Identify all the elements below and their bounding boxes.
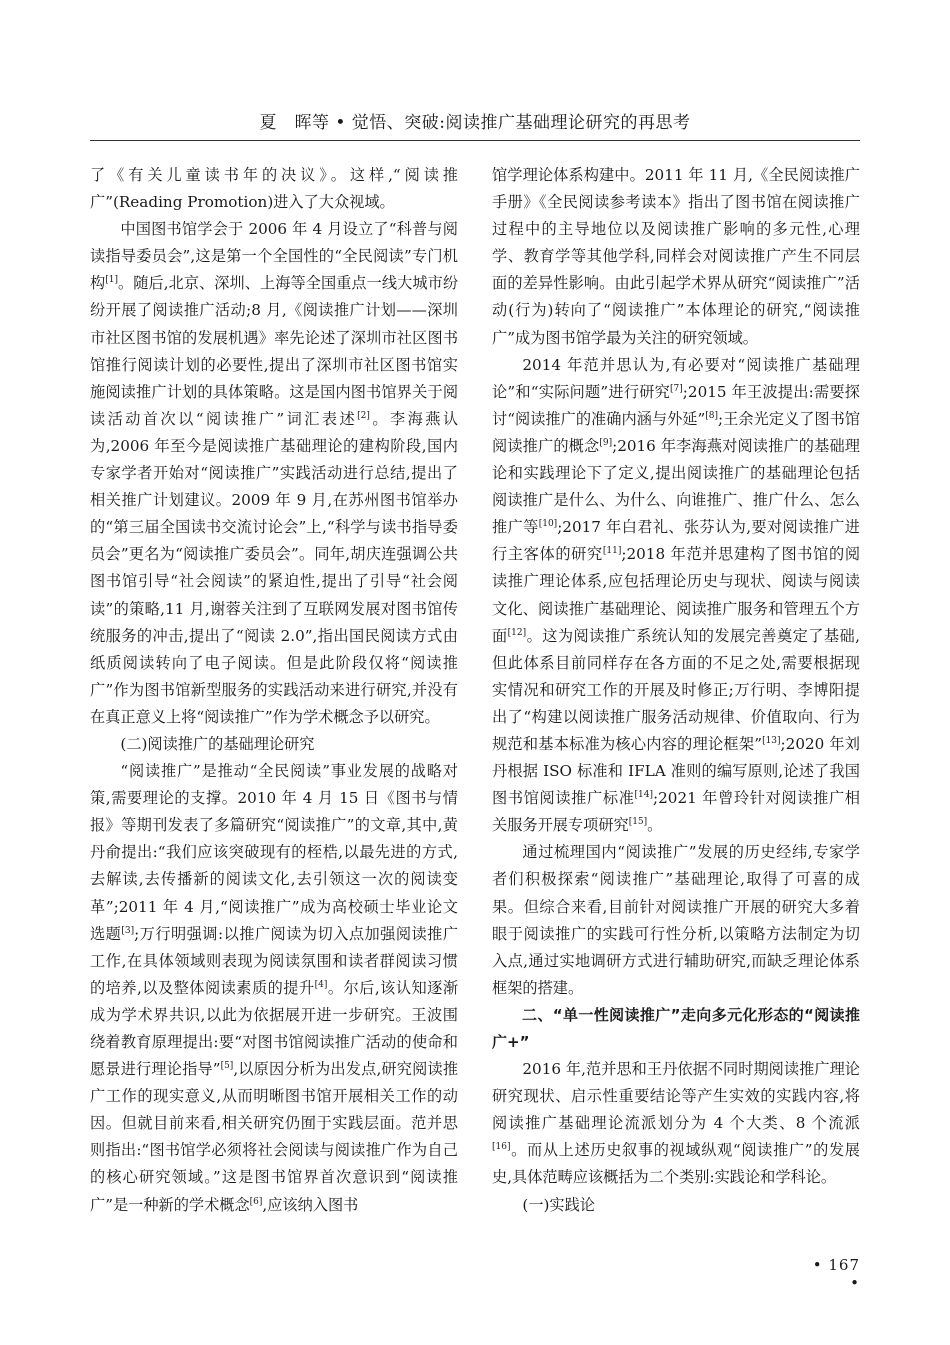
text-run: 。 [647, 816, 663, 835]
citation-reference: [14] [634, 790, 654, 801]
text-run: ;万行明强调:以推广阅读为切入点加强阅读推广工作,在具体领域则表现为阅读氛围和读者群阅读习惯的培养,以及整体阅读素质的提升 [90, 924, 459, 997]
section-heading [492, 1002, 860, 1056]
left-column [90, 162, 458, 1219]
citation-reference: [13] [762, 735, 781, 746]
text-run: 。李海燕认为,2006 年至今是阅读推广基础理论的建构阶段,国内专家学者开始对“阅读推广”实践活动进行总结,提出了相关推广计划建议。2009 年 9 月,在苏州图书馆举办的“第三届全国读书交流讨论会”上,“科学与读书指导委员会”更名为“阅读推广委员会”。同年,胡庆连强调公共图书馆引导“社会阅读”的紧迫性,提出了引导“社会阅读”的策略,11 月,谢蓉关注到了互联网发展对图书馆传统服务的冲击,提出了“阅读 2.0”,指出国民阅读方式由纸质阅读转向了电子阅读。但是此阶段仅将“阅读推广”作为图书馆新型服务的实践活动来进行研究,并没有在真正意义上将“阅读推广”作为学术概念予以研究。 [90, 409, 459, 726]
citation-reference: [1] [105, 275, 118, 286]
text-run: ;2018 年范并思建构了图书馆的阅读推广理论体系,应包括理论历史与现状、阅读与阅读文化、阅读推广基础理论、阅读推广服务和管理五个方面 [492, 545, 861, 645]
text-run: 2016 年,范并思和王丹依据不同时期阅读推广理论研究现状、启示性重要结论等产生实效的实践内容,将阅读推广基础理论流派划分为 4 个大类、8 个流派 [492, 1060, 860, 1133]
paragraph [492, 839, 860, 1002]
header-divider [90, 140, 860, 141]
citation-reference: [4] [314, 979, 328, 990]
paragraph [90, 216, 458, 731]
text-run: ,应该纳入图书 [262, 1195, 359, 1214]
citation-reference: [7] [670, 383, 683, 394]
citation-reference: [2] [357, 410, 370, 421]
citation-reference: [11] [602, 546, 622, 557]
paragraph [90, 758, 458, 1219]
paragraph-continuation [492, 162, 860, 352]
citation-reference: [3] [121, 925, 135, 936]
subsection-heading [492, 1192, 860, 1219]
text-run: 。随后,北京、深圳、上海等全国重点一线大城市纷纷开展了阅读推广活动;8 月,《阅读推广计划——深圳市社区图书馆的发展机遇》率先论述了深圳市社区图书馆推行阅读计划的必要性,提出了深圳市社区图书馆实施阅读推广计划的具体策略。这是国内图书馆界关于阅读活动首次以“阅读推广”词汇表述 [90, 274, 459, 428]
text-run: 了《有关儿童读书年的决议》。这样,“阅读推广”(Reading Promotion)进入了大众视域。 [90, 166, 458, 212]
text-run: ;2020 年刘丹根据 ISO 标准和 IFLA 准则的编写原则,论述了我国图书馆阅读推广标准 [492, 734, 860, 808]
text-run: ;2016 年李海燕对阅读推广的基础理论和实践理论下了定义,提出阅读推广的基础理论包括阅读推广是什么、为什么、向谁推广、推广什么、怎么推广等 [492, 436, 860, 537]
text-run: (二)阅读推广的基础理论研究 [120, 734, 315, 753]
text-run: 2014 年范并思认为,有必要对“阅读推广基础理论”和“实际问题”进行研究 [492, 355, 860, 401]
text-run: ;2021 年曾玲针对阅读推广相关服务开展专项研究 [492, 789, 860, 835]
text-run: 。这为阅读推广系统认知的发展完善奠定了基础,但此体系目前同样存在各方面的不足之处,需要根据现实情况和研究工作的开展及时修正;万行明、李博阳提出了“构建以阅读推广服务活动规律、价值取向、行为规范和基本标准为核心内容的理论框架” [492, 626, 861, 753]
text-run: 。而从上述历史叙事的视域纵观“阅读推广”的发展史,具体范畴应该概括为二个类别:实践论和学科论。 [492, 1141, 860, 1187]
text-run: ;2017 年白君礼、张芬认为,要对阅读推广进行主客体的研究 [492, 518, 860, 564]
citation-reference: [6] [249, 1196, 263, 1207]
citation-reference: [12] [507, 627, 527, 638]
subsection-heading [90, 731, 458, 758]
paragraph [492, 1056, 860, 1191]
text-run: 。尔后,该认知逐渐成为学术界共识,以此为依据展开进一步研究。王波围绕着教育原理提出:要“对图书馆阅读推广活动的使命和愿景进行理论指导” [90, 978, 459, 1079]
paragraph [492, 352, 860, 840]
citation-reference: [16] [492, 1142, 511, 1153]
right-column [492, 162, 860, 1219]
citation-reference: [15] [628, 817, 648, 828]
text-run: ;王余光定义了图书馆阅读推广的概念 [492, 409, 861, 455]
text-run: 中国图书馆学会于 2006 年 4 月设立了“科普与阅读指导委员会”,这是第一个全国性的“全民阅读”专门机构 [90, 220, 458, 293]
text-run: (一)实践论 [522, 1195, 595, 1214]
text-run: “阅读推广”是推动“全民阅读”事业发展的战略对策,需要理论的支撑。2010 年 4 月 15 日《图书与情报》等期刊发表了多篇研究“阅读推广”的文章,其中,黄丹俞提出:“我们应该突破现有的桎梏,以最先进的方式,去解读,去传播新的阅读文化,去引领这一次的阅读变革”;2011 年 4 月,“阅读推广”成为高校硕士毕业论文选题 [90, 762, 458, 943]
text-run: 二、“单一性阅读推广”走向多元化形态的“阅读推广+” [492, 1005, 860, 1051]
text-run: ;2015 年王波提出:需要探讨“阅读推广的准确内涵与外延” [492, 382, 860, 428]
text-run: 通过梳理国内“阅读推广”发展的历史经纬,专家学者们积极探索“阅读推广”基础理论,取得了可喜的成果。但综合来看,目前针对阅读推广开展的研究大多着眼于阅读推广的实践可行性分析,以策略方法制定为切入点,通过实地调研方式进行辅助研究,而缺乏理论体系框架的搭建。 [492, 843, 860, 997]
paragraph-continuation [90, 162, 458, 216]
citation-reference: [8] [705, 410, 719, 421]
running-header: 夏 晖等 • 觉悟、突破:阅读推广基础理论研究的再思考 [259, 113, 691, 133]
citation-reference: [5] [220, 1061, 234, 1072]
citation-reference: [9] [599, 437, 613, 448]
citation-reference: [10] [538, 519, 558, 530]
text-run: 馆学理论体系构建中。2011 年 11 月,《全民阅读推广手册》《全民阅读参考读本》指出了图书馆在阅读推广过程中的主导地位以及阅读推广影响的多元性,心理学、教育学等其他学科,同样会对阅读推广产生不同层面的差异性影响。由此引起学术界从研究“阅读推广”活动(行为)转向了“阅读推广”本体理论的研究,“阅读推广”成为图书馆学最为关注的研究领域。 [492, 166, 860, 347]
page-number: • 167 • [812, 1256, 860, 1292]
text-run: ,以原因分析为出发点,研究阅读推广工作的现实意义,从而明晰图书馆开展相关工作的动因。但就目前来看,相关研究仍囿于实践层面。范并思则指出:“图书馆学必须将社会阅读与阅读推广作为自己的核心研究领域。”这是图书馆界首次意识到“阅读推广”是一种新的学术概念 [90, 1060, 459, 1214]
